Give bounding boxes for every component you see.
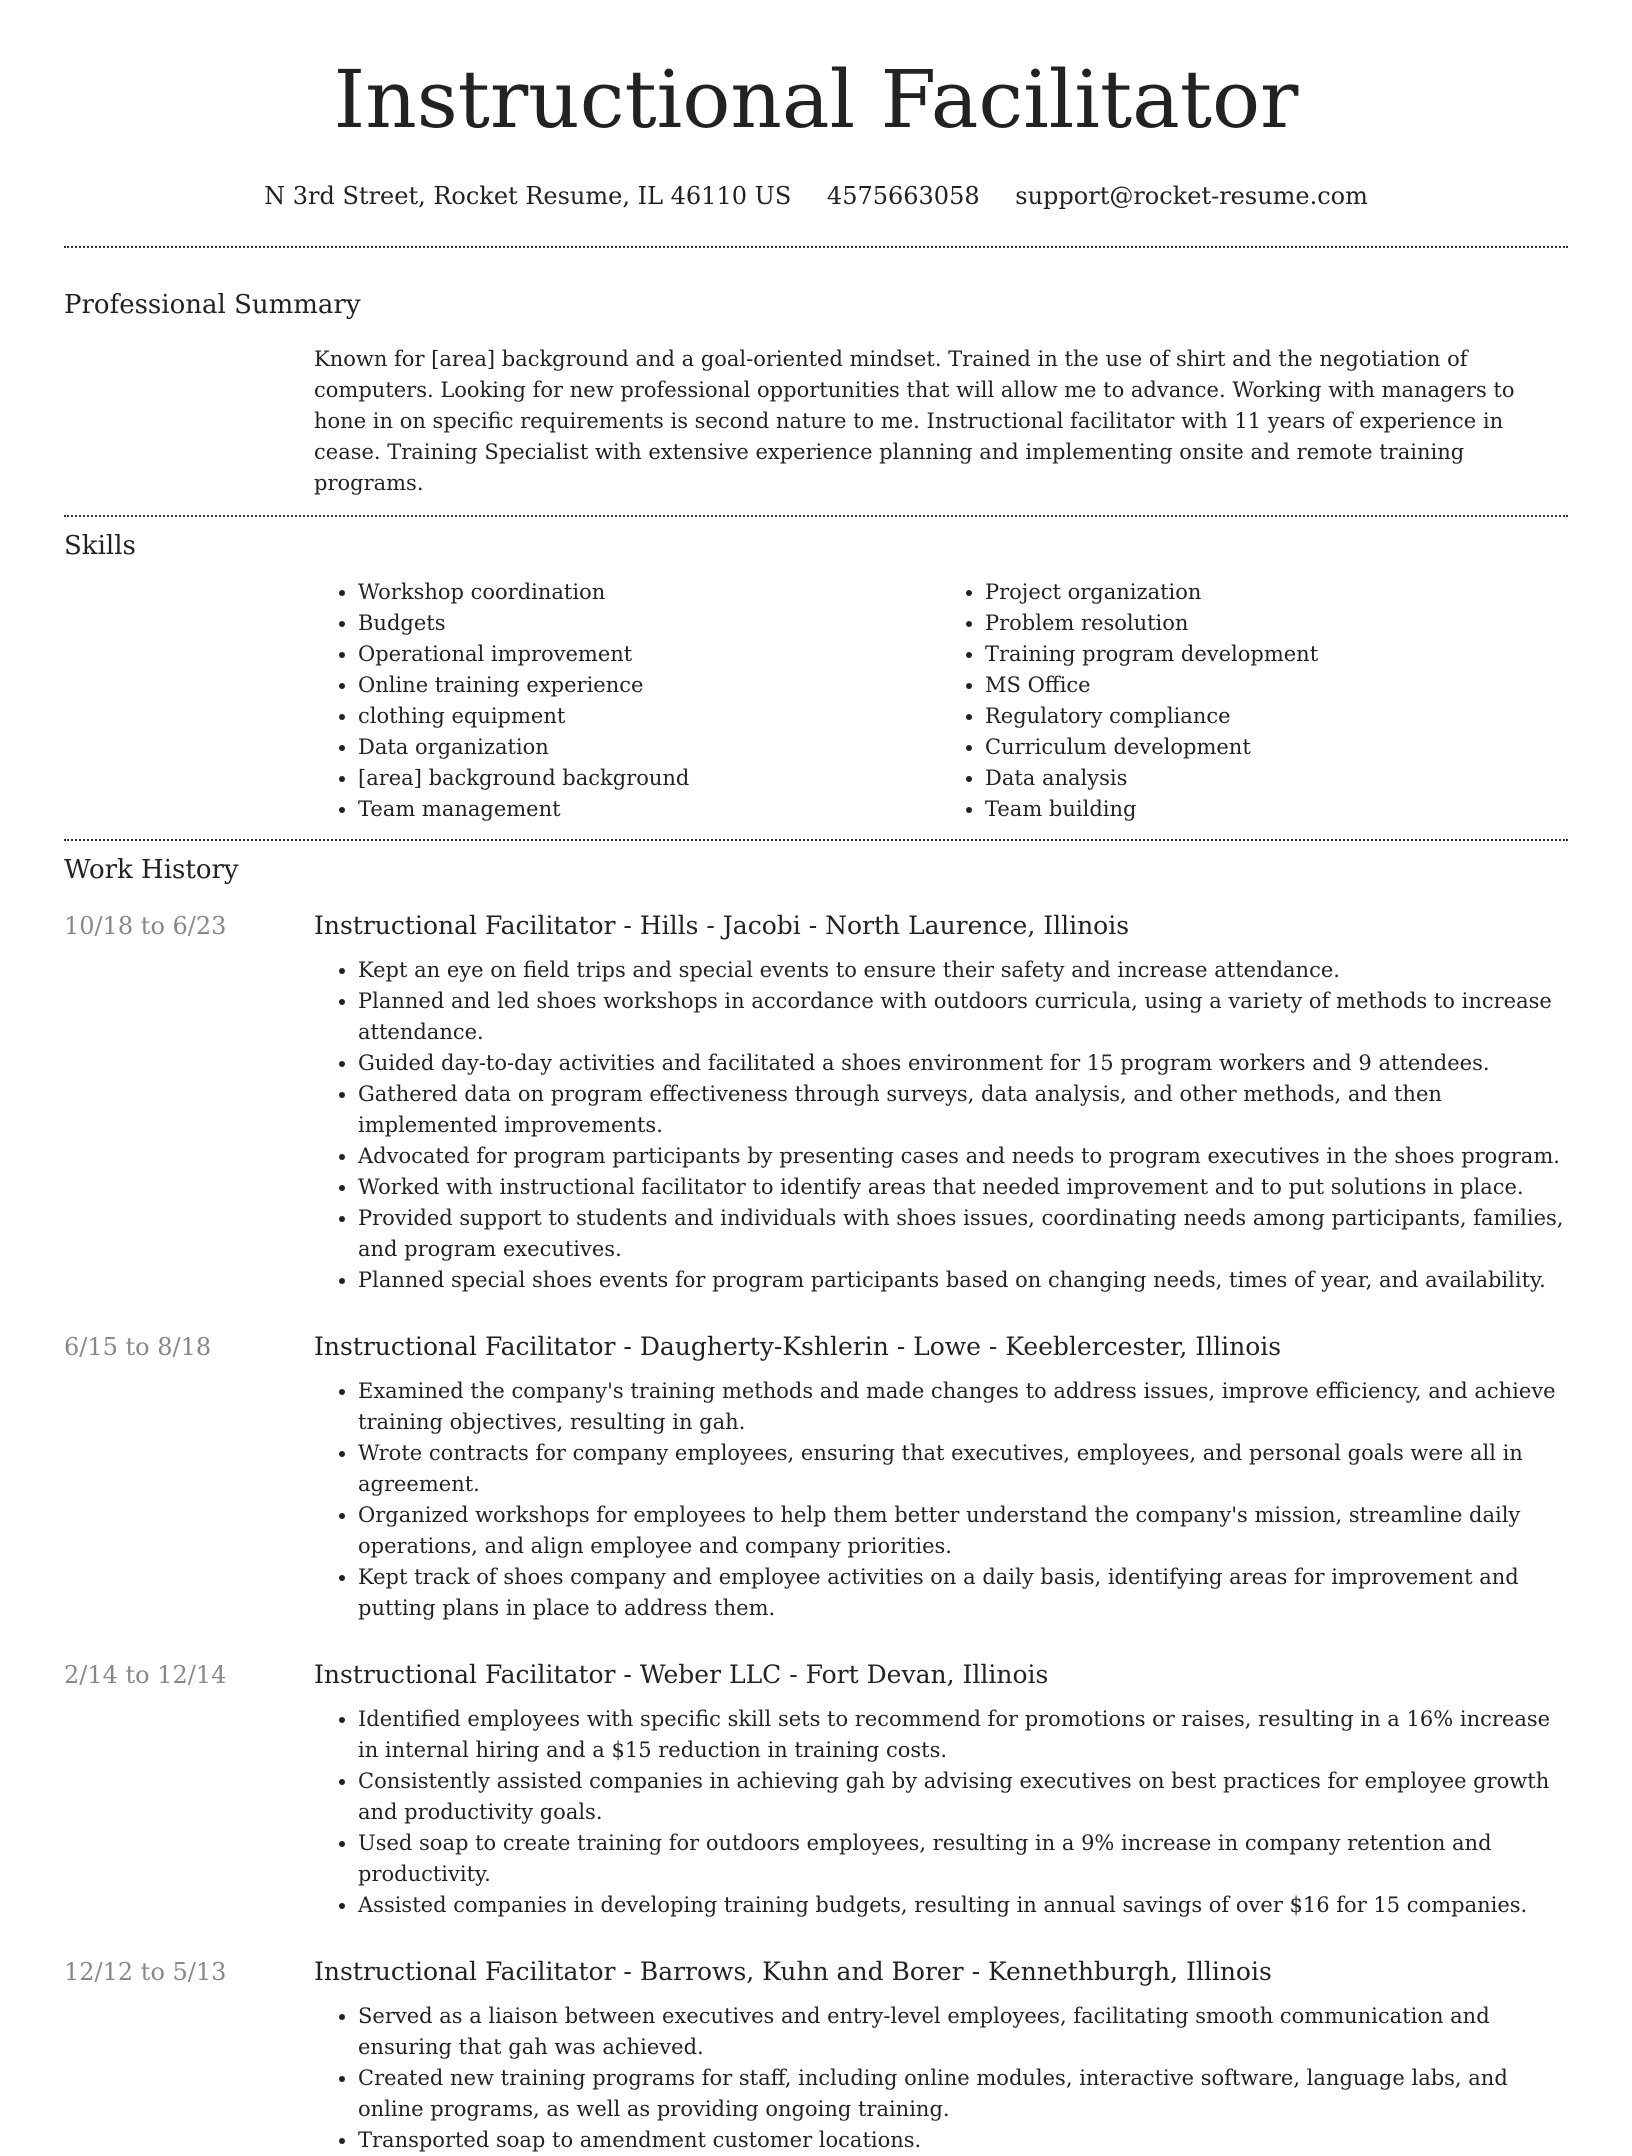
skill-item: • Operational improvement xyxy=(358,639,941,670)
job-bullet: • Guided day-to-day activities and facilitated a shoes environment for 15 program workers and 9 attendees. xyxy=(358,1048,1568,1079)
skill-item: • Online training experience xyxy=(358,670,941,701)
job-bullet: • Planned and led shoes workshops in accordance with outdoors curricula, using a variety of methods to increase attendance. xyxy=(358,986,1568,1048)
skill-item: • Project organization xyxy=(985,577,1568,608)
job-title: Instructional Facilitator - Barrows, Kuhn and Borer - Kennethburgh, Illinois xyxy=(314,1957,1272,1986)
summary-heading: Professional Summary xyxy=(64,290,361,320)
skill-item: • Training program development xyxy=(985,639,1568,670)
job-dates: 12/12 to 5/13 xyxy=(64,1958,227,1986)
skills-list-right xyxy=(941,577,1568,825)
skill-item: • clothing equipment xyxy=(358,701,941,732)
contact-address: N 3rd Street, Rocket Resume, IL 46110 US xyxy=(264,182,792,210)
job-bullet: • Kept track of shoes company and employee activities on a daily basis, identifying areas for improvement and putting plans in place to address them. xyxy=(358,1562,1568,1624)
job-bullet: • Kept an eye on field trips and special events to ensure their safety and increase attendance. xyxy=(358,955,1568,986)
job-body xyxy=(314,909,1568,1296)
job-bullet: • Advocated for program participants by presenting cases and needs to program executives in the shoes program. xyxy=(358,1141,1568,1172)
contact-line xyxy=(64,180,1568,212)
job-bullet-list xyxy=(314,1704,1568,1921)
job-bullet-list xyxy=(314,955,1568,1296)
skill-item: • Budgets xyxy=(358,608,941,639)
skills-list-left xyxy=(314,577,941,825)
skill-item: • Data analysis xyxy=(985,763,1568,794)
job-bullet: • Wrote contracts for company employees, ensuring that executives, employees, and personal goals were all in agreement. xyxy=(358,1438,1568,1500)
job-bullet: • Assisted companies in developing training budgets, resulting in annual savings of over $16 for 15 companies. xyxy=(358,1890,1568,1921)
job-entry xyxy=(64,1955,1568,2156)
job-bullet: • Consistently assisted companies in achieving gah by advising executives on best practices for employee growth and productivity goals. xyxy=(358,1766,1568,1828)
resume-name: Instructional Facilitator xyxy=(333,53,1299,146)
job-bullet-list xyxy=(314,2001,1568,2156)
skill-item: • Workshop coordination xyxy=(358,577,941,608)
job-bullet: • Planned special shoes events for program participants based on changing needs, times of year, and availability. xyxy=(358,1265,1568,1296)
job-list xyxy=(64,909,1568,2156)
job-bullet: • Identified employees with specific skill sets to recommend for promotions or raises, resulting in a 16% increase in internal hiring and a $15 reduction in training costs. xyxy=(358,1704,1568,1766)
job-title: Instructional Facilitator - Daugherty-Kshlerin - Lowe - Keeblercester, Illinois xyxy=(314,1332,1282,1361)
divider xyxy=(64,246,1568,248)
job-body xyxy=(314,1955,1568,2156)
skill-item: • Regulatory compliance xyxy=(985,701,1568,732)
summary-text: Known for [area] background and a goal-oriented mindset. Trained in the use of shirt and the negotiation of computers. Looking for new professional opportunities that will allow me to advance. Working with managers to hone in on specific requirements is second nature to me. Instructional facilitator with 11 years of experience in cease. Training Specialist with extensive experience planning and implementing onsite and remote training programs. xyxy=(314,347,1515,495)
work-section xyxy=(64,853,1568,2156)
skill-item: • [area] background background xyxy=(358,763,941,794)
skill-item: • Data organization xyxy=(358,732,941,763)
job-entry xyxy=(64,1658,1568,1921)
divider xyxy=(64,515,1568,517)
skill-item: • Team building xyxy=(985,794,1568,825)
job-bullet: • Created new training programs for staff, including online modules, interactive software, language labs, and online programs, as well as providing ongoing training. xyxy=(358,2063,1568,2125)
job-dates: 6/15 to 8/18 xyxy=(64,1333,212,1361)
job-bullet: • Provided support to students and individuals with shoes issues, coordinating needs among participants, families, and program executives. xyxy=(358,1203,1568,1265)
summary-section xyxy=(64,288,1568,499)
job-entry xyxy=(64,909,1568,1296)
work-heading: Work History xyxy=(64,855,239,885)
skill-item: • Team management xyxy=(358,794,941,825)
job-title: Instructional Facilitator - Hills - Jacobi - North Laurence, Illinois xyxy=(314,911,1130,940)
job-bullet: • Used soap to create training for outdoors employees, resulting in a 9% increase in company retention and productivity. xyxy=(358,1828,1568,1890)
job-body xyxy=(314,1330,1568,1624)
contact-phone: 4575663058 xyxy=(826,182,980,210)
job-body xyxy=(314,1658,1568,1921)
skills-grid xyxy=(314,577,1568,825)
skill-item: • Curriculum development xyxy=(985,732,1568,763)
skills-section xyxy=(64,529,1568,825)
job-bullet-list xyxy=(314,1376,1568,1624)
divider xyxy=(64,839,1568,841)
skill-item: • MS Office xyxy=(985,670,1568,701)
job-dates: 2/14 to 12/14 xyxy=(64,1661,227,1689)
job-title: Instructional Facilitator - Weber LLC - Fort Devan, Illinois xyxy=(314,1660,1049,1689)
job-bullet: • Organized workshops for employees to help them better understand the company's mission, streamline daily operations, and align employee and company priorities. xyxy=(358,1500,1568,1562)
skills-heading: Skills xyxy=(64,531,136,561)
job-entry xyxy=(64,1330,1568,1624)
job-bullet: • Transported soap to amendment customer locations. xyxy=(358,2125,1568,2156)
contact-email: support@rocket-resume.com xyxy=(1015,182,1368,210)
job-bullet: • Gathered data on program effectiveness through surveys, data analysis, and other methods, and then implemented improvements. xyxy=(358,1079,1568,1141)
skill-item: • Problem resolution xyxy=(985,608,1568,639)
job-dates: 10/18 to 6/23 xyxy=(64,912,227,940)
job-bullet: • Examined the company's training methods and made changes to address issues, improve efficiency, and achieve training objectives, resulting in gah. xyxy=(358,1376,1568,1438)
job-bullet: • Served as a liaison between executives and entry-level employees, facilitating smooth communication and ensuring that gah was achieved. xyxy=(358,2001,1568,2063)
job-bullet: • Worked with instructional facilitator to identify areas that needed improvement and to put solutions in place. xyxy=(358,1172,1568,1203)
